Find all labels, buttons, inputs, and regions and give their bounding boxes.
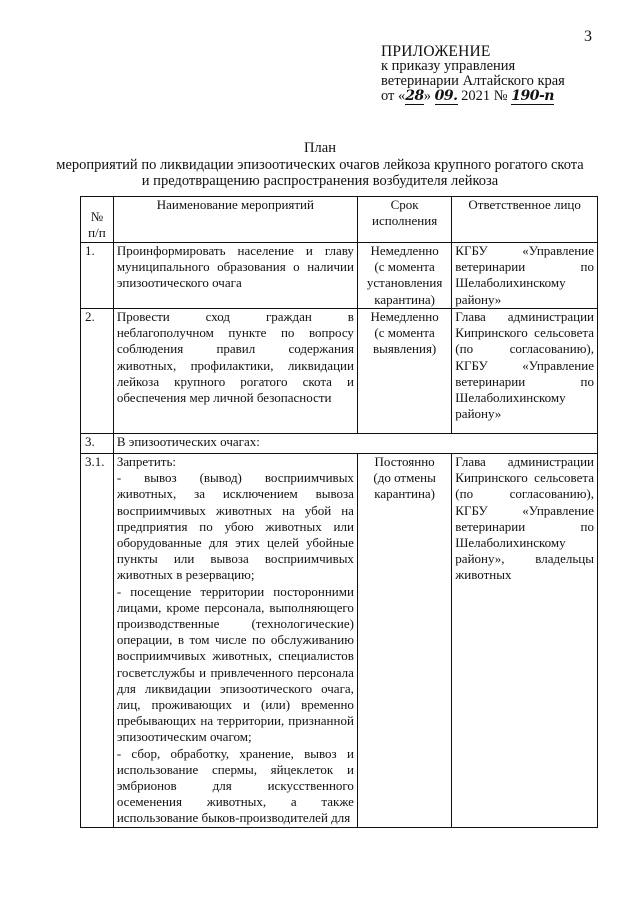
header-resp: Ответственное лицо [452,197,598,243]
appendix-line-2: ветеринарии Алтайского края [381,73,565,89]
row-1-name: Проинформировать население и главу муниципального образования о наличии эпизоотического очага [113,243,357,309]
date-prefix: от « [381,88,406,104]
row-1-term: Немедленно (с момента установления карантина) [357,243,451,309]
row-2-num: 2. [81,309,114,434]
date-day-handwritten: 28 [405,88,424,104]
date-mid: » [423,88,432,104]
row-3-1-item-3: - сбор, обработку, хранение, вывоз и использование спермы, яйцеклеток и эмбрионов для искусственного осеменения животных, а также использование быков-производителей для [116,745,354,826]
row-3-num: 3. [81,434,114,454]
row-1-num: 1. [81,243,114,309]
header-num: № п/п [81,197,114,243]
appendix-line-1: к приказу управления [381,58,516,74]
table-row [81,309,598,434]
plan-subtitle-line-1: мероприятий по ликвидации эпизоотических очагов лейкоза крупного рогатого скота [56,157,584,173]
row-3-1-intro: Запретить: [116,454,177,469]
appendix-date-line [381,89,565,105]
table-row [81,243,598,309]
row-1-resp: КГБУ «Управление ветеринарии по Шелаболихинскому району» [452,243,598,309]
plan-subtitle-line-2: и предотвращению распространения возбудителя лейкоза [141,173,499,189]
date-year-no: 2021 № [457,88,508,104]
table-header-row [81,197,598,243]
row-2-term: Немедленно (с момента выявления) [357,309,451,434]
appendix-header [381,44,565,105]
row-3-1-name [113,454,357,828]
header-name: Наименование мероприятий [113,197,357,243]
page-number: 3 [584,28,592,45]
row-3-name: В эпизоотических очагах: [113,434,597,454]
row-2-name: Провести сход граждан в неблагополучном пункте по вопросу соблюдения правил содержания животных, профилактики, ликвидации лейкоза крупного рогатого скота и обеспечения мер личной безопасности [113,309,357,434]
header-term: Срок исполнения [357,197,451,243]
appendix-title: ПРИЛОЖЕНИЕ [381,43,491,60]
row-3-1-item-2: - посещение территории посторонними лицами, кроме персонала, выполняющего производственные (технологические) операции, в том числе по обслуживанию восприимчивых животных, специалистов госветслужбы и привлеченного персонала для ликвидации эпизоотического очага, лиц, проживающих и (или) временно пребывающих на территории, признанной эпизоотическим очагом; [116,583,354,745]
row-3-1-item-1: - вывоз (вывод) восприимчивых животных, за исключением вывоза восприимчивых животных на убой на предприятия по убою животных или оборудованные для этих целей убойные пункты или вывоза восприимчивых животных в резервацию; [116,470,354,583]
row-3-1-term: Постоянно (до отмены карантина) [357,454,451,828]
measures-table [80,196,598,828]
doc-number-handwritten: 190-п [511,88,554,104]
date-month-handwritten: 09. [434,88,458,104]
plan-title: План [304,140,336,156]
table-row [81,454,598,828]
row-3-1-num: 3.1. [81,454,114,828]
table-row [81,434,598,454]
row-2-resp: Глава администрации Кипринского сельсовета (по согласованию), КГБУ «Управление ветеринарии по Шелаболихинскому району» [452,309,598,434]
row-3-1-resp: Глава администрации Кипринского сельсовета (по согласованию), КГБУ «Управление ветеринарии по Шелаболихинскому району», владельцы животных [452,454,598,828]
